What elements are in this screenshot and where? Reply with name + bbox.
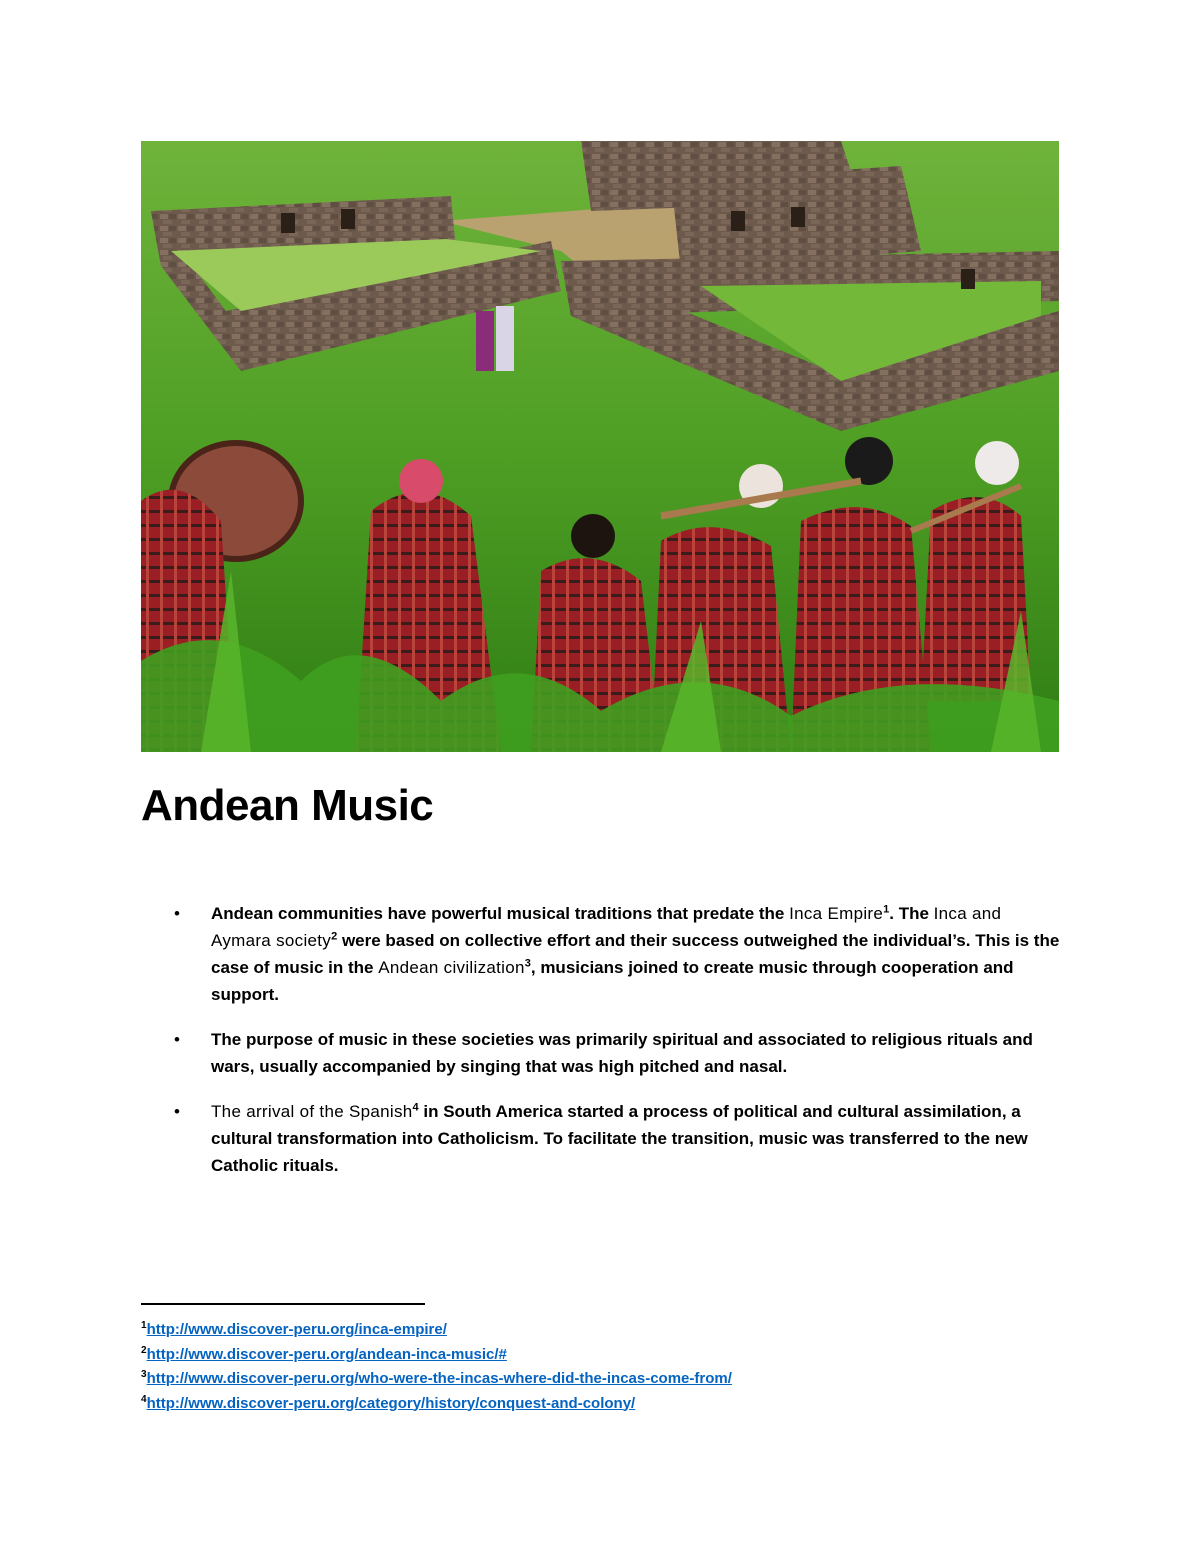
musician-head [975,441,1019,485]
bullet-glyph: • [174,904,180,923]
bullet-text: , musicians joined to create music through cooperation and support. [211,958,1014,1004]
bullet-glyph: • [174,1102,180,1121]
footnote-link[interactable]: http://www.discover-peru.org/inca-empire/ [146,1321,447,1338]
footnote [141,1318,732,1343]
footnote [141,1343,732,1368]
bullet-list [141,900,1061,1197]
musician-head [845,437,893,485]
footnote-number: 4 [141,1393,147,1405]
bullet-text: The purpose of music in these societies was primarily spiritual and associated to religious rituals and wars, usually accompanied by singing that was high pitched and nasal. [211,1030,1033,1076]
ruin-window [731,211,745,231]
inca-ruins-musicians-photo [141,141,1059,752]
footnote-link[interactable]: http://www.discover-peru.org/andean-inca-music/# [146,1345,507,1363]
person-small [496,306,514,371]
footnote-link[interactable]: http://www.discover-peru.org/who-were-the-incas-where-did-the-incas-come-from/ [146,1370,732,1387]
footnote-separator [141,1303,425,1305]
ruin-window [791,207,805,227]
bullet-text: Andean communities have powerful musical traditions that predate the [211,904,790,923]
musician-head [399,459,443,503]
bullet-term: The arrival of the Spanish [211,1102,413,1121]
page-title: Andean Music [141,781,434,830]
footnote-list [141,1318,732,1416]
footnote-ref[interactable]: 1 [883,903,890,916]
footnote-ref[interactable]: 4 [412,1101,419,1114]
bullet-glyph: • [174,1030,180,1049]
bullet-item [141,1026,1061,1080]
footnote-ref[interactable]: 2 [331,930,338,943]
bullet-item [141,900,1061,1008]
ruin-window [341,209,355,229]
bullet-text: were based on collective effort and their success outweighed the individual’s. This is the case of music in the [211,931,1060,977]
footnote-number: 3 [141,1369,147,1380]
footnote [141,1392,732,1417]
ruin-window [961,269,975,289]
bullet-item [141,1098,1061,1179]
ruin-window [281,213,295,233]
bullet-text: in South America started a process of political and cultural assimilation, a cultural transformation into Catholicism. To facilitate the transition, music was transferred to the new Catholic rituals. [211,1102,1028,1175]
photo-illustration [141,141,1059,752]
footnote-ref[interactable]: 3 [524,957,531,970]
footnote-link[interactable]: http://www.discover-peru.org/category/history/conquest-and-colony/ [146,1394,636,1412]
person-small [476,311,494,371]
bullet-term: Inca Empire [789,904,884,923]
footnote-number: 1 [141,1320,147,1331]
footnote-number: 2 [141,1344,147,1356]
bullet-term: Andean civilization [378,958,525,977]
footnote [141,1367,732,1392]
bullet-text: . The [889,904,934,923]
musician-head [571,514,615,558]
bullet-term: Inca and Aymara society [211,904,1002,950]
